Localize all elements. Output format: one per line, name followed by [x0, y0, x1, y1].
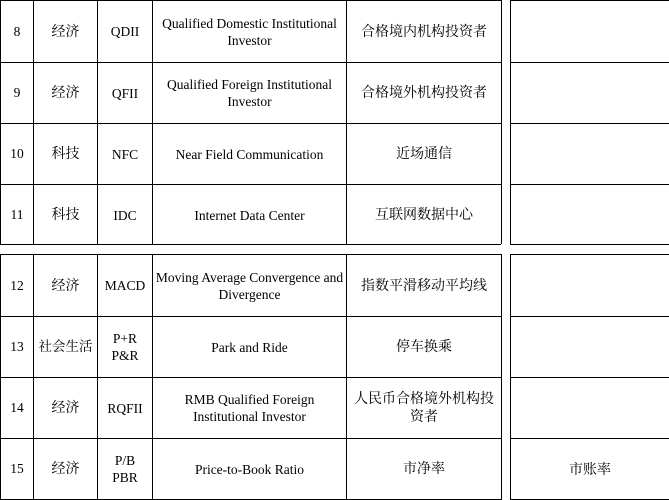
- row-number: 12: [1, 255, 34, 317]
- row-chinese-term: 人民币合格境外机构投资者: [347, 378, 502, 439]
- table-row: [1, 124, 502, 185]
- row-abbreviation: P/B PBR: [98, 439, 153, 500]
- table-row: [1, 63, 502, 124]
- row-english-term: Qualified Domestic Institutional Investor: [153, 1, 347, 63]
- row-chinese-term: 指数平滑移动平均线: [347, 255, 502, 317]
- row-category: 科技: [34, 185, 98, 246]
- row-number: 9: [1, 63, 34, 124]
- row-number: 8: [1, 1, 34, 63]
- table-block-1: [0, 0, 669, 245]
- row-note: [511, 63, 669, 124]
- row-chinese-term: 合格境外机构投资者: [347, 63, 502, 124]
- row-english-term: Internet Data Center: [153, 185, 347, 246]
- table-row: [1, 1, 502, 63]
- main-table-2: [0, 254, 502, 500]
- row-chinese-term: 停车换乘: [347, 317, 502, 378]
- main-table-1: [0, 0, 502, 246]
- row-abbreviation: QFII: [98, 63, 153, 124]
- row-abbreviation: IDC: [98, 185, 153, 246]
- row-english-term: Qualified Foreign Institutional Investor: [153, 63, 347, 124]
- row-note: [511, 317, 669, 378]
- notes-table-2: [510, 254, 669, 500]
- row-english-term: RMB Qualified Foreign Institutional Investor: [153, 378, 347, 439]
- row-category: 经济: [34, 439, 98, 500]
- notes-table-1: [510, 0, 669, 246]
- row-abbreviation: NFC: [98, 124, 153, 185]
- row-note: [511, 185, 669, 246]
- row-note: [511, 378, 669, 439]
- row-abbreviation: RQFII: [98, 378, 153, 439]
- table-block-2: [0, 254, 669, 500]
- row-number: 15: [1, 439, 34, 500]
- table-row: [1, 317, 502, 378]
- row-note: [511, 124, 669, 185]
- row-english-term: Moving Average Convergence and Divergence: [153, 255, 347, 317]
- row-number: 13: [1, 317, 34, 378]
- row-category: 科技: [34, 124, 98, 185]
- table-row: [1, 185, 502, 246]
- page-break-divider: [0, 244, 669, 252]
- row-number: 11: [1, 185, 34, 246]
- row-english-term: Price-to-Book Ratio: [153, 439, 347, 500]
- page-break-line-left: [0, 244, 501, 245]
- table-row: [1, 255, 502, 317]
- row-abbreviation: P+R P&R: [98, 317, 153, 378]
- row-note: 市账率: [511, 439, 669, 500]
- row-note: [511, 255, 669, 317]
- row-category: 经济: [34, 255, 98, 317]
- row-category: 经济: [34, 378, 98, 439]
- row-number: 10: [1, 124, 34, 185]
- row-chinese-term: 市净率: [347, 439, 502, 500]
- row-chinese-term: 近场通信: [347, 124, 502, 185]
- table-row: [1, 378, 502, 439]
- row-abbreviation: QDII: [98, 1, 153, 63]
- row-english-term: Near Field Communication: [153, 124, 347, 185]
- row-chinese-term: 互联网数据中心: [347, 185, 502, 246]
- row-note: [511, 1, 669, 63]
- row-number: 14: [1, 378, 34, 439]
- row-english-term: Park and Ride: [153, 317, 347, 378]
- row-chinese-term: 合格境内机构投资者: [347, 1, 502, 63]
- row-category: 社会生活: [34, 317, 98, 378]
- row-category: 经济: [34, 63, 98, 124]
- row-category: 经济: [34, 1, 98, 63]
- row-abbreviation: MACD: [98, 255, 153, 317]
- table-row: [1, 439, 502, 500]
- page-break-line-right: [510, 244, 669, 245]
